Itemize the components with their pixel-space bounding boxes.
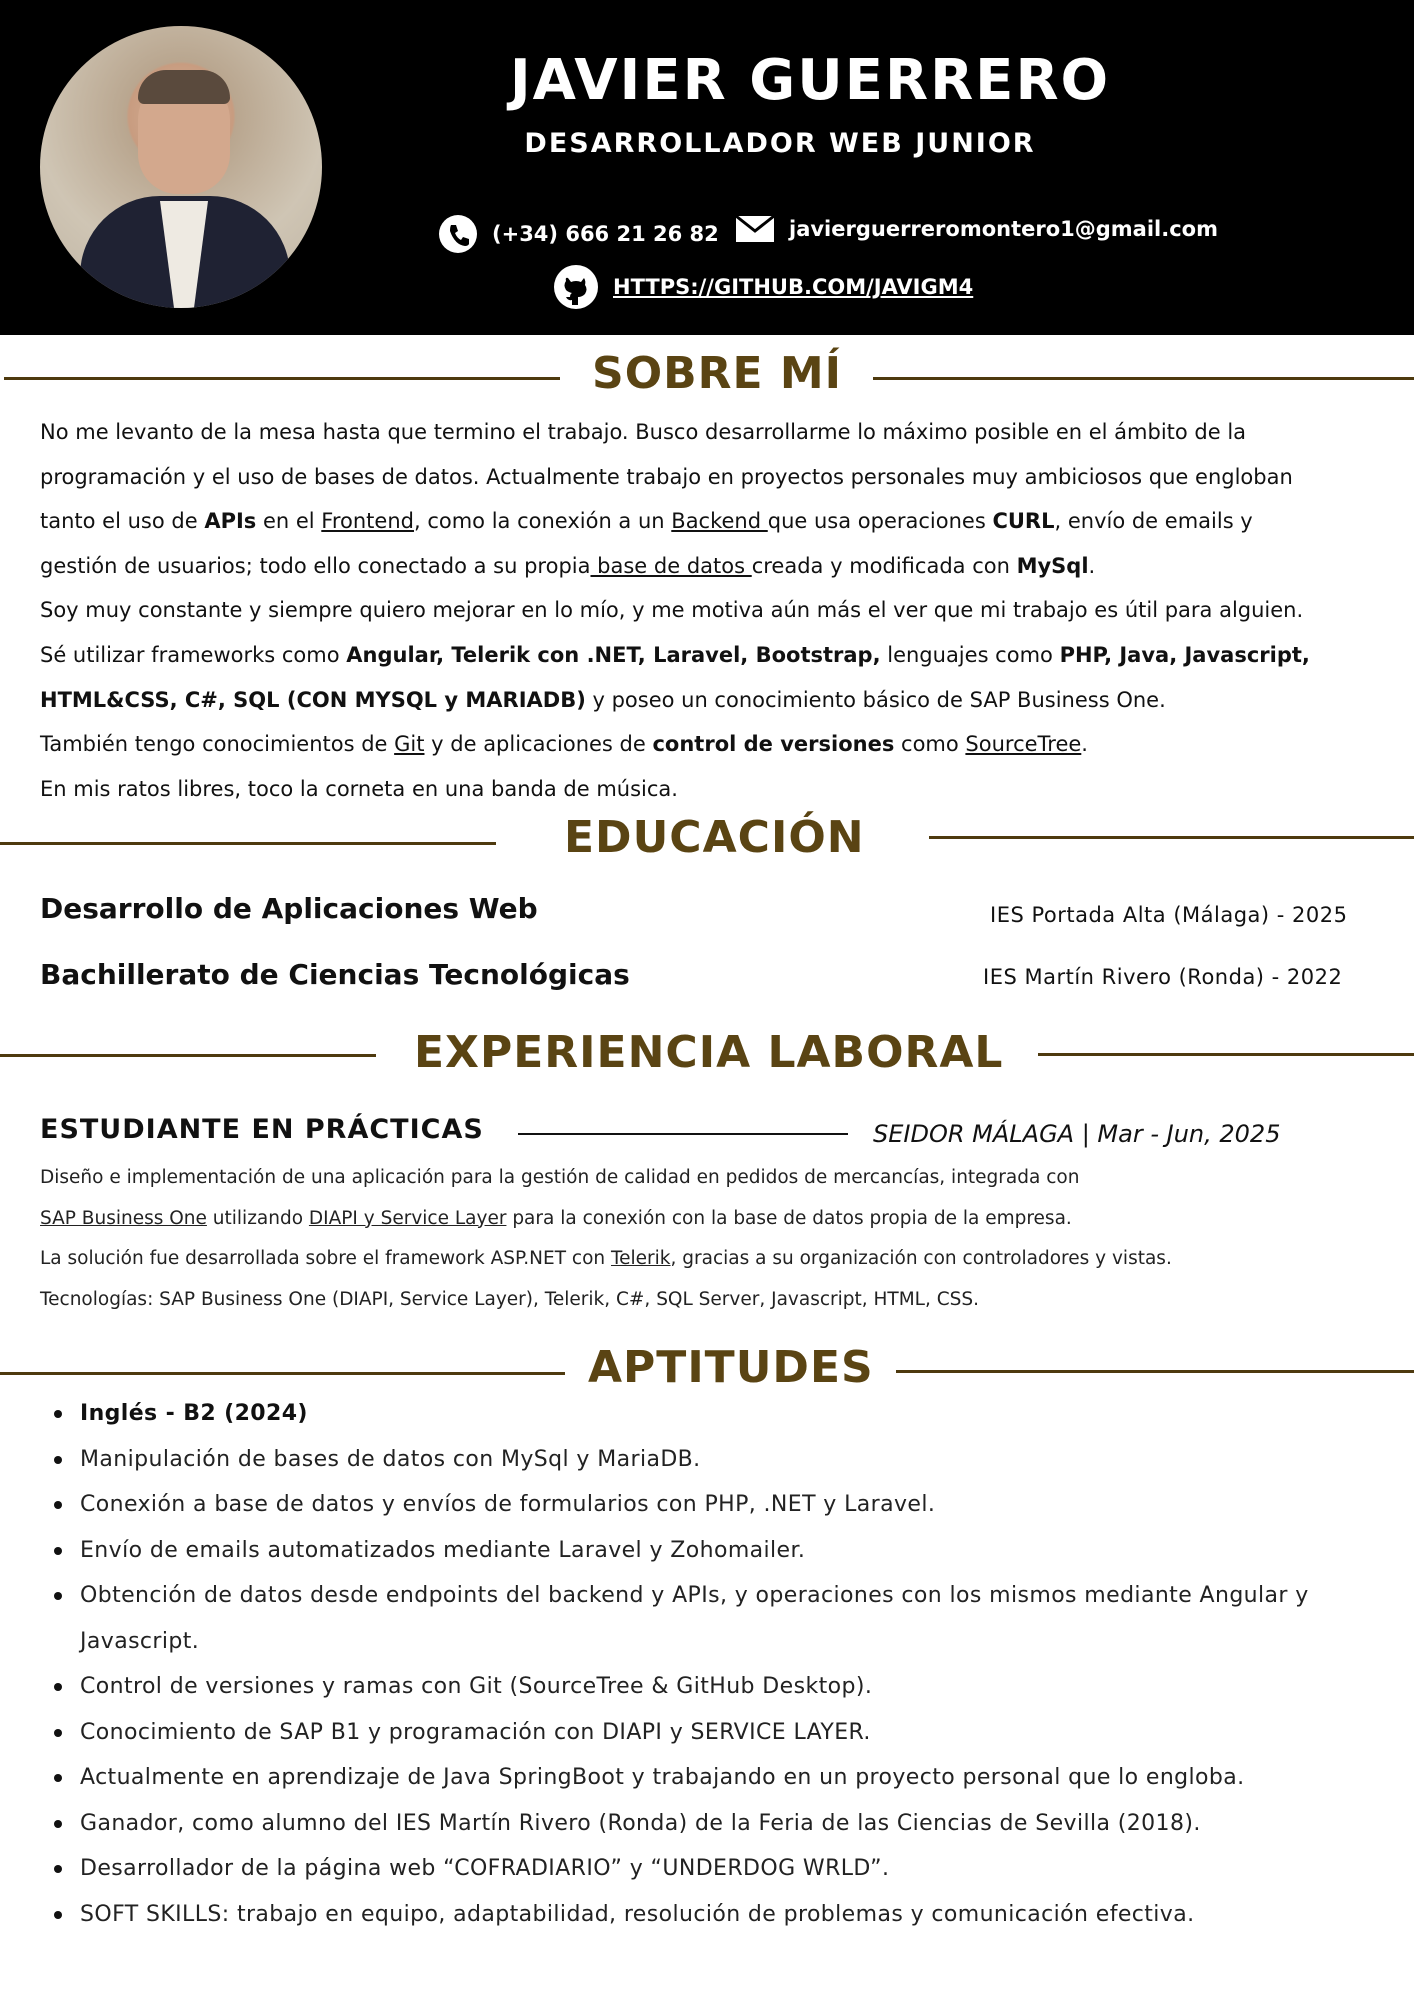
mail-icon [735, 214, 775, 244]
email-address: javierguerreromontero1@gmail.com [789, 217, 1218, 241]
section-title: EDUCACIÓN [564, 812, 865, 863]
candidate-role: DESARROLLADOR WEB JUNIOR [524, 128, 1036, 159]
education-place: IES Portada Alta (Málaga) - 2025 [990, 903, 1348, 927]
list-item: Actualmente en aprendizaje de Java SpringBoot y trabajando en un proyecto personal que lo engloba. [40, 1755, 1280, 1801]
job-title: ESTUDIANTE EN PRÁCTICAS [40, 1114, 484, 1145]
section-title: SOBRE MÍ [592, 348, 843, 399]
phone-icon [438, 214, 478, 254]
list-item: Conocimiento de SAP B1 y programación con DIAPI y SERVICE LAYER. [40, 1710, 1380, 1756]
job-description: Diseño e implementación de una aplicación para la gestión de calidad en pedidos de mercancías, integrada con SAP Business One utilizando DIAPI y Service Layer para la conexión con la base de datos propia de la empresa. La solución fue desarrollada sobre el framework ASP.NET con Telerik, gracias a su organización con controladores y vistas. Tecnologías: SAP Business One (DIAPI, Service Layer), Telerik, C#, SQL Server, Javascript, HTML, CSS. [40, 1167, 1172, 1310]
list-item: Control de versiones y ramas con Git (SourceTree & GitHub Desktop). [40, 1664, 1380, 1710]
section-title: EXPERIENCIA LABORAL [414, 1027, 1004, 1078]
list-item: SOFT SKILLS: trabajo en equipo, adaptabilidad, resolución de problemas y comunicación efectiva. [40, 1892, 1380, 1938]
section-experience-header [0, 1027, 1414, 1087]
education-place: IES Martín Rivero (Ronda) - 2022 [983, 965, 1343, 989]
about-text: No me levanto de la mesa hasta que termino el trabajo. Busco desarrollarme lo máximo posible en el ámbito de la programación y el uso de bases de datos. Actualmente trabajo en proyectos personales muy ambiciosos que engloban tanto el uso de APIs en el Frontend, como la conexión a un Backend que usa operaciones CURL, envío de emails y gestión de usuarios; todo ello conectado a su propia base de datos creada y modificada con MySql. Soy muy constante y siempre quiero mejorar en lo mío, y me motiva aún más el ver que mi trabajo es útil para alguien. Sé utilizar frameworks como Angular, Telerik con .NET, Laravel, Bootstrap, lenguajes como PHP, Java, Javascript, HTML&CSS, C#, SQL (CON MYSQL y MARIADB) y poseo un conocimiento básico de SAP Business One. También tengo conocimientos de Git y de aplicaciones de control de versiones como SourceTree. En mis ratos libres, toco la corneta en una banda de música. [40, 420, 1310, 801]
email-contact[interactable] [735, 214, 1218, 244]
header-banner [0, 0, 1414, 335]
job-divider [518, 1133, 848, 1135]
section-about-header [0, 348, 1414, 408]
candidate-name: JAVIER GUERRERO [509, 48, 1111, 113]
phone-contact[interactable] [438, 214, 719, 254]
job-company: SEIDOR MÁLAGA | Mar - Jun, 2025 [873, 1120, 1281, 1148]
list-item: Desarrollador de la página web “COFRADIARIO” y “UNDERDOG WRLD”. [40, 1846, 1380, 1892]
list-item: Inglés - B2 (2024) [40, 1391, 1380, 1437]
list-item: Obtención de datos desde endpoints del backend y APIs, y operaciones con los mismos mediante Angular y Javascript. [40, 1573, 1320, 1664]
list-item: Envío de emails automatizados mediante Laravel y Zohomailer. [40, 1528, 1380, 1574]
github-link[interactable]: HTTPS://GITHUB.COM/JAVIGM4 [613, 275, 974, 299]
section-education-header [0, 812, 1414, 872]
list-item: Manipulación de bases de datos con MySql y MariaDB. [40, 1437, 1380, 1483]
education-title: Bachillerato de Ciencias Tecnológicas [40, 958, 630, 991]
list-item: Conexión a base de datos y envíos de formularios con PHP, .NET y Laravel. [40, 1482, 1380, 1528]
phone-number: (+34) 666 21 26 82 [492, 222, 719, 246]
section-title: APTITUDES [588, 1342, 874, 1393]
github-icon [553, 264, 599, 310]
education-title: Desarrollo de Aplicaciones Web [40, 892, 538, 925]
list-item: Ganador, como alumno del IES Martín Rivero (Ronda) de la Feria de las Ciencias de Sevilla (2018). [40, 1801, 1380, 1847]
github-contact[interactable] [553, 264, 973, 310]
profile-photo [40, 26, 322, 308]
skills-list [40, 1391, 1380, 1937]
